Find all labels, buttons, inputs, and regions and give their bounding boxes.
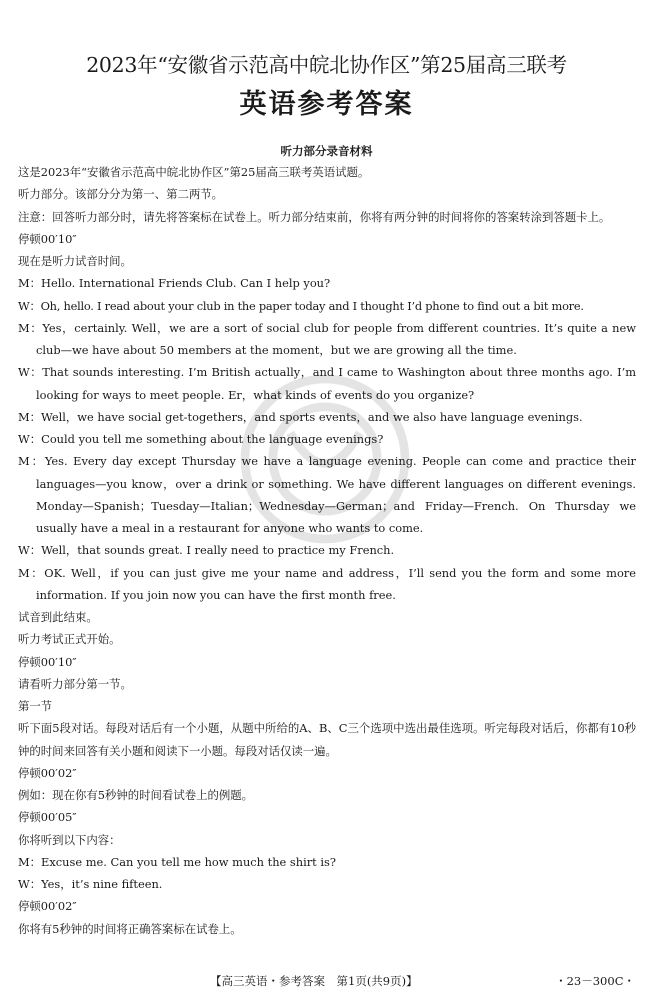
- sound-check-end: 试音到此结束。: [18, 610, 98, 624]
- dialogue-line: W：Yes，it’s nine fifteen.: [18, 877, 163, 891]
- dialogue-line: M：Yes. Every day except Thursday we have a language evening. People can come and practice their languages—you know，over a drink or something. We have different languages on different evenings. Monday—Spanish；Tuesday—Italian；Wednesday—German；and Friday—French. On Thursday we usually have a meal in a restaurant for anyone who wants to come.: [18, 454, 636, 535]
- footer-page-label: 【高三英语・参考答案 第1页(共9页)】: [210, 974, 418, 988]
- dialogue-line: M：Well，we have social get-togethers，and sports events，and we also have language evenings.: [18, 409, 583, 424]
- section-note: 听力部分。该部分分为第一、第二两节。: [18, 187, 224, 202]
- instruction-note: 注意：回答听力部分时，请先将答案标在试卷上。听力部分结束前，你将有两分钟的时间将你的答案转涂到答题卡上。: [18, 209, 611, 224]
- answer-time-note: 你将有5秒钟的时间将正确答案标在试卷上。: [18, 921, 242, 936]
- intro-line: 这是2023年“安徽省示范高中皖北协作区”第25届高三联考英语试题。: [18, 165, 370, 179]
- dialogue-line: W：Well，that sounds great. I really need to practice my French.: [18, 543, 395, 558]
- section-heading: 听力部分录音材料: [280, 144, 373, 158]
- part-one-prompt: 请看听力部分第一节。: [18, 676, 132, 691]
- example-intro: 你将听到以下内容：: [18, 832, 121, 847]
- dialogue-line: M：Yes，certainly. Well，we are a sort of social club for people from different countries. It’s quite a new club—we have about 50 members at the moment，but we are growing all the time.: [18, 320, 636, 357]
- answer-key-title: 英语参考答案: [239, 89, 414, 120]
- part-one-heading: 第一节: [18, 699, 53, 713]
- dialogue-line: M：OK. Well，if you can just give me your name and address，I’ll send you the form and some more information. If you join now you can have the first month free.: [18, 565, 636, 602]
- pause-marker: 停顿00′02″: [18, 765, 77, 780]
- sound-check-line: 现在是听力试音时间。: [18, 254, 132, 268]
- part-one-instructions: 听下面5段对话。每段对话后有一个小题，从题中所给的A、B、C三个选项中选出最佳选项。听完每段对话后，你都有10秒钟的时间来回答有关小题和阅读下一小题。每段对话仅读一遍。: [18, 721, 636, 758]
- pause-marker: 停顿00′05″: [18, 810, 77, 825]
- dialogue-line: W：That sounds interesting. I’m British actually，and I came to Washington about three months ago. I’m looking for ways to meet people. Er，what kinds of events do you organize?: [18, 365, 636, 402]
- pause-marker: 停顿00′02″: [18, 899, 77, 914]
- dialogue-line: M：Excuse me. Can you tell me how much the shirt is?: [18, 854, 336, 869]
- dialogue-line: W：Could you tell me something about the language evenings?: [18, 432, 384, 446]
- pause-marker: 停顿00′10″: [18, 231, 77, 246]
- exam-title: 2023年“安徽省示范高中皖北协作区”第25届高三联考: [86, 53, 567, 77]
- dialogue-line: M：Hello. International Friends Club. Can I help you?: [18, 276, 331, 291]
- exam-start-line: 听力考试正式开始。: [18, 632, 121, 647]
- dialogue-line: W：Oh, hello. I read about your club in the paper today and I thought I’d phone to find out a bit more.: [18, 298, 584, 313]
- example-prompt: 例如：现在你有5秒钟的时间看试卷上的例题。: [18, 788, 254, 802]
- pause-marker: 停顿00′10″: [18, 654, 77, 669]
- transcript-body: [18, 161, 636, 940]
- footer-code: ・23－300C・: [555, 974, 635, 988]
